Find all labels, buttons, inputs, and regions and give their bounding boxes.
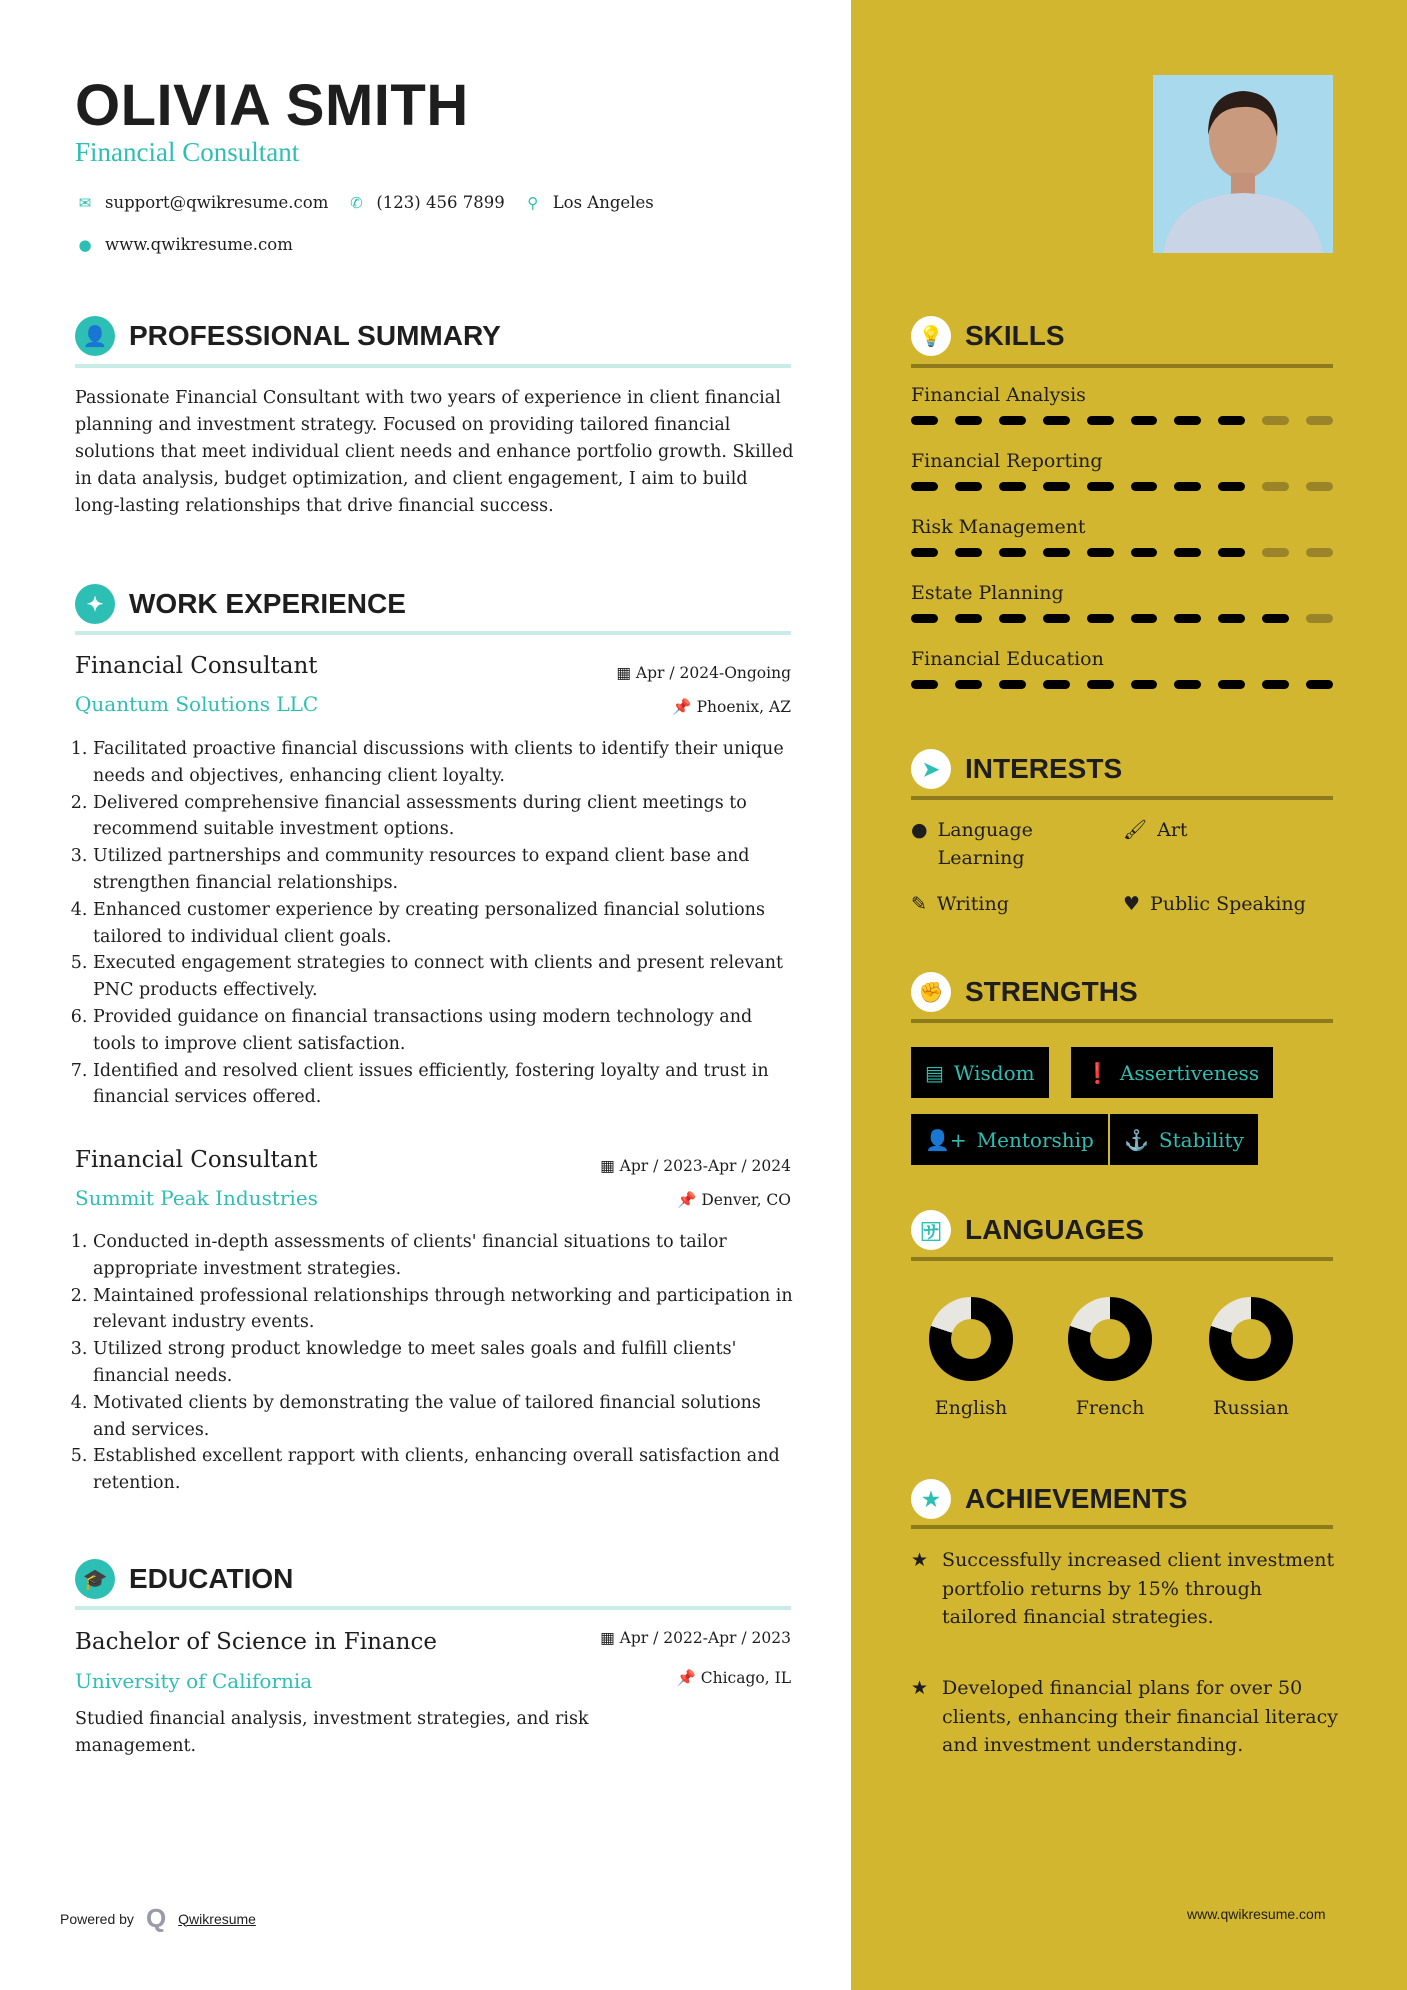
- graduate-icon: 🎓: [75, 1559, 115, 1599]
- skill-item: [911, 450, 1333, 516]
- experience-heading: ✦ WORK EXPERIENCE: [75, 584, 406, 624]
- divider: [911, 1019, 1333, 1023]
- calendar-icon: ▦: [600, 1629, 620, 1647]
- user-plus-icon: 👤+: [925, 1127, 967, 1152]
- bullet-item: 1. Facilitated proactive financial discussions with clients to identify their unique needs and objectives, enhancing client loyalty.: [93, 736, 795, 790]
- candidate-name: OLIVIA SMITH: [75, 73, 469, 138]
- location: Los Angeles: [552, 193, 654, 212]
- bullet-item: 2. Maintained professional relationships through networking and participation in relevant industry events.: [93, 1283, 795, 1337]
- skill-dash: [1087, 416, 1114, 425]
- bullet-item: 7. Identified and resolved client issues efficiently, fostering loyalty and trust in financial services offered.: [93, 1058, 795, 1112]
- achievement-item: ★ Successfully increased client investment portfolio returns by 15% through tailored financial strategies.: [911, 1546, 1341, 1632]
- strengths-heading: ✊ STRENGTHS: [911, 972, 1138, 1012]
- brush-icon: 🖌: [1123, 819, 1148, 841]
- skill-dash: [1218, 416, 1245, 425]
- skill-dash: [999, 680, 1026, 689]
- skill-name: Financial Analysis: [911, 384, 1086, 406]
- interest-item: ● Language Learning: [911, 816, 1081, 872]
- skill-dash: [955, 548, 982, 557]
- skill-dash: [1306, 416, 1333, 425]
- summary-heading: 👤 PROFESSIONAL SUMMARY: [75, 316, 501, 356]
- education-heading: 🎓 EDUCATION: [75, 1559, 293, 1599]
- pencil-icon: ✎: [911, 893, 927, 915]
- job-dates: ▦ Apr / 2023-Apr / 2024: [600, 1157, 791, 1175]
- skill-dash: [1218, 482, 1245, 491]
- skill-dash: [1131, 680, 1158, 689]
- skill-dash: [1262, 416, 1289, 425]
- skill-dash: [1087, 482, 1114, 491]
- strength-badge: ❗ Assertiveness: [1071, 1047, 1273, 1098]
- skill-level-bar: [911, 548, 1333, 557]
- skill-dash: [1218, 614, 1245, 623]
- skill-level-bar: [911, 680, 1333, 689]
- job-location: 📌 Phoenix, AZ: [672, 698, 791, 716]
- pin-icon: 📌: [677, 1191, 702, 1209]
- fist-icon: ✊: [911, 972, 951, 1012]
- interests-heading: ➤ INTERESTS: [911, 749, 1122, 789]
- company: Quantum Solutions LLC: [75, 692, 319, 716]
- summary-text: Passionate Financial Consultant with two years of experience in client financial planning and investment strategy. Focused on providing tailored financial solutions that meet individual client needs and enhance portfolio growth. Skilled in data analysis, budget optimization, and client engagement, I aim to build long-lasting relationships that drive financial success.: [75, 388, 794, 516]
- qwikresume-logo-icon: Q: [145, 1903, 167, 1933]
- user-icon: 👤: [75, 316, 115, 356]
- skill-dash: [1174, 548, 1201, 557]
- achievement-item: ★ Developed financial plans for over 50 clients, enhancing their financial literacy and investment understanding.: [911, 1674, 1341, 1760]
- skill-name: Financial Reporting: [911, 450, 1103, 472]
- star-icon: ★: [911, 1677, 929, 1699]
- envelope-icon: ✉: [78, 193, 92, 212]
- skill-level-bar: [911, 482, 1333, 491]
- language-name: French: [1075, 1397, 1145, 1419]
- skill-dash: [1174, 416, 1201, 425]
- exclamation-icon: ❗: [1085, 1060, 1110, 1085]
- language-ring: [1068, 1297, 1152, 1381]
- language-ring: [929, 1297, 1013, 1381]
- star-icon: ★: [911, 1549, 929, 1571]
- divider: [75, 1606, 791, 1610]
- bullet-item: 5. Established excellent rapport with clients, enhancing overall satisfaction and retention.: [93, 1443, 795, 1497]
- skill-dash: [1174, 680, 1201, 689]
- languages-heading: 🈂 LANGUAGES: [911, 1210, 1144, 1250]
- divider: [911, 1257, 1333, 1261]
- bullet-item: 2. Delivered comprehensive financial assessments during client meetings to recommend suitable investment options.: [93, 790, 795, 844]
- divider: [911, 1525, 1333, 1529]
- skill-dash: [1306, 482, 1333, 491]
- skill-dash: [911, 482, 938, 491]
- divider: [911, 796, 1333, 800]
- skill-name: Estate Planning: [911, 582, 1064, 604]
- skill-dash: [999, 548, 1026, 557]
- brand-link[interactable]: Qwikresume: [178, 1910, 256, 1927]
- job-title: Financial Consultant: [75, 653, 318, 679]
- bullet-item: 1. Conducted in-depth assessments of clients' financial situations to tailor appropriate investment strategies.: [93, 1229, 795, 1283]
- skill-dash: [1306, 614, 1333, 623]
- skill-dash: [1043, 482, 1070, 491]
- skill-dash: [955, 416, 982, 425]
- pin-icon: 📌: [672, 698, 697, 716]
- divider: [75, 364, 791, 368]
- job-title: Financial Consultant: [75, 1147, 318, 1173]
- job-location: 📌 Denver, CO: [677, 1191, 791, 1209]
- skill-dash: [1306, 680, 1333, 689]
- skill-dash: [1131, 614, 1158, 623]
- job-bullets: [75, 1229, 795, 1497]
- skill-name: Risk Management: [911, 516, 1086, 538]
- skill-name: Financial Education: [911, 648, 1104, 670]
- school: University of California: [75, 1669, 313, 1693]
- bullet-item: 6. Provided guidance on financial transactions using modern technology and tools to improve client satisfaction.: [93, 1004, 795, 1058]
- skill-dash: [1306, 548, 1333, 557]
- interest-item: 🖌 Art: [1123, 816, 1188, 844]
- skill-dash: [1262, 548, 1289, 557]
- bullet-item: 4. Enhanced customer experience by creating personalized financial solutions tailored to individual client goals.: [93, 897, 795, 951]
- translate-icon: 🈂: [911, 1210, 951, 1250]
- skill-dash: [1174, 482, 1201, 491]
- skill-dash: [1087, 548, 1114, 557]
- edu-description: Studied financial analysis, investment strategies, and risk management.: [75, 1709, 589, 1756]
- achievements-heading: ★ ACHIEVEMENTS: [911, 1479, 1187, 1519]
- profile-photo: [1153, 75, 1333, 253]
- footer-website[interactable]: www.qwikresume.com: [1187, 1906, 1326, 1922]
- website[interactable]: www.qwikresume.com: [105, 235, 293, 254]
- phone: (123) 456 7899: [376, 193, 505, 212]
- language-name: English: [934, 1397, 1008, 1419]
- interest-item: ✎ Writing: [911, 890, 1009, 918]
- skill-dash: [1262, 614, 1289, 623]
- calendar-icon: ▦: [600, 1157, 620, 1175]
- company: Summit Peak Industries: [75, 1186, 318, 1210]
- bullet-item: 4. Motivated clients by demonstrating the value of tailored financial solutions and services.: [93, 1390, 795, 1444]
- divider: [911, 364, 1333, 368]
- skill-dash: [911, 548, 938, 557]
- strength-badge: ▤ Wisdom: [911, 1047, 1049, 1098]
- skill-dash: [1043, 548, 1070, 557]
- skill-item: [911, 648, 1333, 714]
- bullet-item: 3. Utilized partnerships and community resources to expand client base and strengthen financial relationships.: [93, 843, 795, 897]
- star-icon: ★: [911, 1479, 951, 1519]
- skill-level-bar: [911, 416, 1333, 425]
- skill-dash: [1218, 680, 1245, 689]
- skill-dash: [1131, 482, 1158, 491]
- job-dates: ▦ Apr / 2024-Ongoing: [616, 664, 791, 682]
- divider: [75, 631, 791, 635]
- job-title: Financial Consultant: [75, 137, 300, 167]
- strength-badge: ⚓ Stability: [1110, 1114, 1258, 1165]
- skill-dash: [1043, 416, 1070, 425]
- bullet-item: 3. Utilized strong product knowledge to meet sales goals and fulfill clients' financial needs.: [93, 1336, 795, 1390]
- skill-dash: [1087, 680, 1114, 689]
- website-row: [75, 235, 293, 254]
- skill-dash: [999, 482, 1026, 491]
- email[interactable]: support@qwikresume.com: [105, 193, 329, 212]
- skill-dash: [1262, 680, 1289, 689]
- skills-list: [911, 384, 1333, 714]
- skills-heading: 💡 SKILLS: [911, 316, 1065, 356]
- phone-icon: ✆: [350, 193, 363, 212]
- language-name: Russian: [1213, 1397, 1289, 1419]
- skill-dash: [1262, 482, 1289, 491]
- skill-dash: [1174, 614, 1201, 623]
- edu-dates: ▦ Apr / 2022-Apr / 2023: [600, 1629, 791, 1647]
- skill-item: [911, 384, 1333, 450]
- edu-location: 📌 Chicago, IL: [676, 1669, 791, 1687]
- skill-dash: [1043, 680, 1070, 689]
- calendar-icon: ▦: [616, 664, 636, 682]
- skill-dash: [911, 680, 938, 689]
- skill-dash: [1087, 614, 1114, 623]
- job-bullets: [75, 736, 795, 1111]
- skill-item: [911, 582, 1333, 648]
- skill-dash: [955, 614, 982, 623]
- skill-dash: [955, 482, 982, 491]
- bullet-item: 5. Executed engagement strategies to connect with clients and present relevant PNC products effectively.: [93, 950, 795, 1004]
- strength-badge: 👤+ Mentorship: [911, 1114, 1108, 1165]
- language-ring: [1209, 1297, 1293, 1381]
- anchor-icon: ⚓: [1124, 1127, 1149, 1152]
- paper-plane-icon: ➤: [911, 749, 951, 789]
- chair-icon: ✦: [75, 584, 115, 624]
- contact-row: [75, 193, 654, 212]
- globe-icon: ●: [78, 235, 92, 254]
- skill-dash: [911, 416, 938, 425]
- book-icon: ▤: [925, 1060, 944, 1085]
- skill-dash: [1131, 548, 1158, 557]
- powered-by: Powered by: [60, 1910, 134, 1927]
- pin-icon: 📌: [676, 1669, 701, 1687]
- skill-dash: [955, 680, 982, 689]
- footer-left: [60, 1903, 256, 1934]
- heartbeat-icon: ♥: [1123, 893, 1141, 915]
- lightbulb-icon: 💡: [911, 316, 951, 356]
- skill-dash: [1131, 416, 1158, 425]
- skill-dash: [999, 614, 1026, 623]
- interest-item: ♥ Public Speaking: [1123, 890, 1306, 918]
- skill-dash: [911, 614, 938, 623]
- map-pin-icon: ⚲: [527, 193, 539, 212]
- globe-icon: ●: [911, 819, 928, 841]
- skill-dash: [999, 416, 1026, 425]
- skill-dash: [1043, 614, 1070, 623]
- skill-item: [911, 516, 1333, 582]
- degree: Bachelor of Science in Finance: [75, 1629, 437, 1655]
- skill-dash: [1218, 548, 1245, 557]
- skill-level-bar: [911, 614, 1333, 623]
